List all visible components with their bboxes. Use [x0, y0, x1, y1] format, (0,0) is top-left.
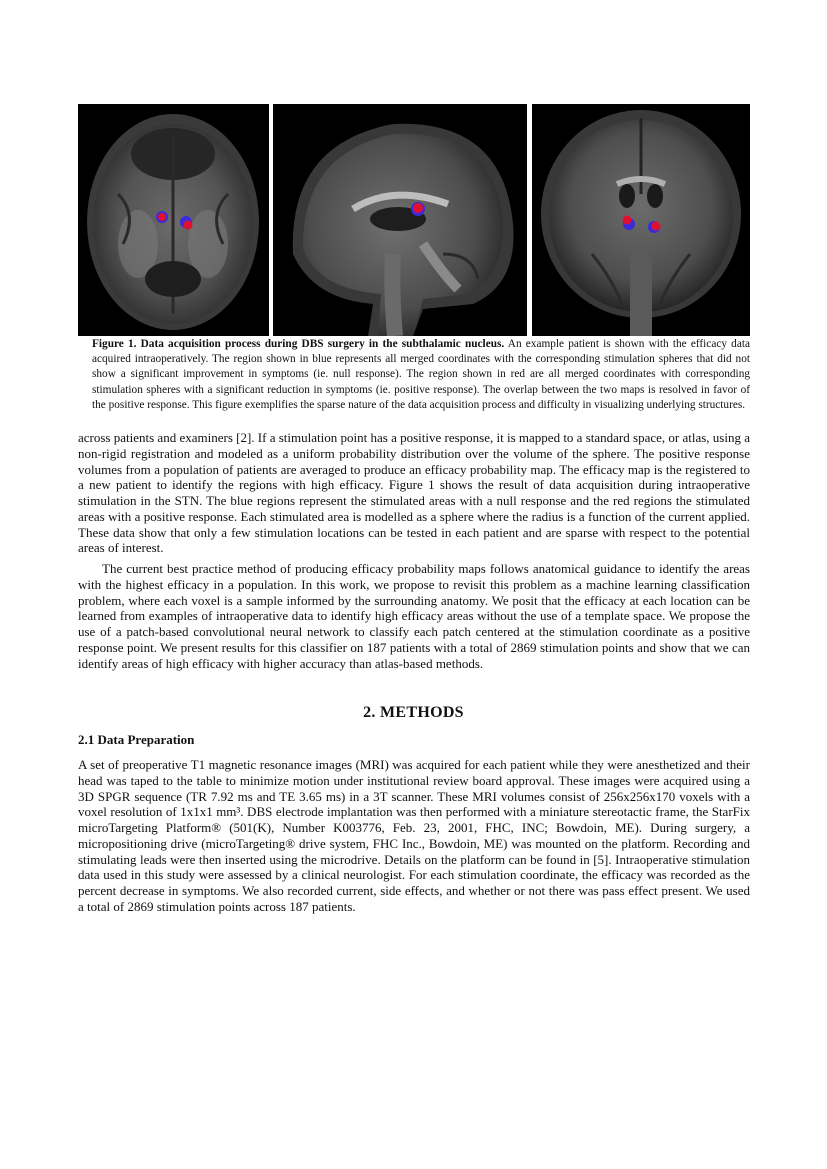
caption-title: Figure 1. Data acquisition process during DBS surgery in the subthalamic nucleus.	[92, 338, 505, 350]
positive-response-marker	[623, 216, 632, 225]
paragraph-proposal: The current best practice method of producing efficacy probability maps follows anatomical guidance to identify the areas with the highest efficacy in a population. In this work, we propose to revisit this problem as a machine learning classification problem, where each voxel is a sample informed by the surrounding anatomy. We posit that the efficacy at each location can be learned from examples of intraoperative data to identify high efficacy areas without the use of a template space. We propose the use of a patch-based convolutional neural network to classify each patch centered at the stimulation coordinate as a positive response point. We present results for this classifier on 187 patients with a total of 2869 stimulation points and show that we can identify areas of high efficacy with higher accuracy than atlas-based methods.	[78, 561, 750, 671]
mri-axial-slice-image	[78, 104, 269, 336]
mri-sagittal-panel	[273, 104, 527, 336]
mri-sagittal-slice-image	[273, 104, 527, 336]
positive-response-marker	[184, 221, 193, 230]
caption-body: An example patient is shown with the efficacy data acquired intraoperatively. The region shown in blue represents all merged coordinates with the corresponding stimulation spheres that did not show a significant improvement in symptoms (ie. null response). The region shown in red are all merged coordinates with corresponding stimulation spheres with a significant reduction in symptoms (ie. positive response). The overlap between the two maps is resolved in favor of the positive response. This figure exemplifies the sparse nature of the data acquisition process and difficulty in visualizing underlying structures.	[92, 338, 750, 411]
positive-response-marker	[652, 222, 661, 231]
section-heading-methods: 2. METHODS	[363, 704, 464, 721]
mri-coronal-panel	[532, 104, 750, 336]
subsection-heading-data-preparation: 2.1 Data Preparation	[78, 732, 195, 747]
positive-response-marker	[413, 203, 423, 213]
paragraph-data-preparation: A set of preoperative T1 magnetic resonance images (MRI) was acquired for each patient while they were anesthetized and their head was taped to the table to minimize motion under institutional review board approval. These images were acquired using a 3D SPGR sequence (TR 7.92 ms and TE 3.65 ms) in a 3T scanner. These MRI volumes consist of 256x256x170 voxels with a voxel resolution of 1x1x1 mm³. DBS electrode implantation was then performed with a miniature stereotactic frame, the StarFix microTargeting Platform® (501(K), Number K003776, Feb. 23, 2001, FHC, INC; Bowdoin, ME). During surgery, a micropositioning drive (microTargeting® drive system, FHC Inc., Bowdoin, ME) was mounted on the platform. Recording and stimulating leads were then inserted using the microdrive. Details on the platform can be found in [5]. Intraoperative stimulation data used in this study were assessed by a clinical neurologist. For each stimulation coordinate, the efficacy was recorded as the percent decrease in symptoms. We also recorded current, side effects, and whether or not there was pass effect present. We used a total of 2869 stimulation points across 187 patients.	[78, 757, 750, 914]
figure-caption	[92, 337, 750, 413]
mri-axial-panel	[78, 104, 269, 336]
mri-coronal-slice-image	[532, 104, 750, 336]
paragraph-intro-continued: across patients and examiners [2]. If a stimulation point has a positive response, it is mapped to a standard space, or atlas, using a non-rigid registration and modeled as a uniform probability distribution over the volume of the sphere. The positive response volumes from a population of patients are averaged to produce an efficacy probability map. The efficacy map is the registered to a new patient to identify the regions with high efficacy. Figure 1 shows the result of data acquisition during intraoperative stimulation in the STN. The blue regions represent the stimulated areas with a null response and the red regions the stimulated areas with a positive response. Each stimulated area is modelled as a sphere where the radius is a function of the current applied. These data show that only a few stimulation locations can be tested in each patient and are sparse with respect to the potential areas of interest.	[78, 430, 750, 556]
positive-response-marker	[158, 213, 166, 221]
figure-1	[78, 104, 750, 336]
